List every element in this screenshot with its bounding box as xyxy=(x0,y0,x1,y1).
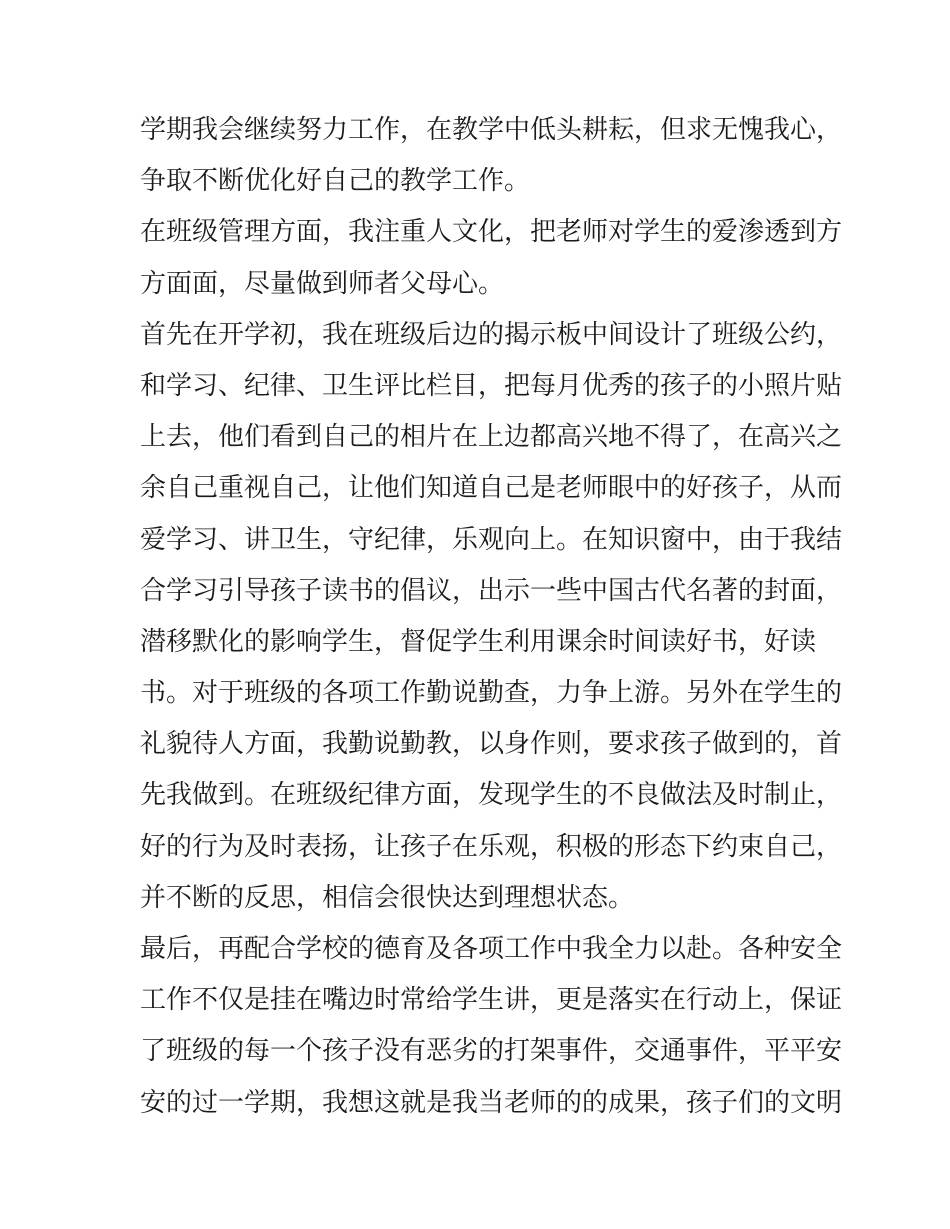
text-line-6: 和学习、纪律、卫生评比栏目，把每月优秀的孩子的小照片贴 xyxy=(140,370,843,401)
text-line-8: 余自己重视自己，让他们知道自己是老师眼中的好孩子，从而 xyxy=(140,473,843,504)
text-line-15: 好的行为及时表扬，让孩子在乐观，积极的形态下约束自己， xyxy=(140,831,843,862)
text-line-19: 了班级的每一个孩子没有恶劣的打架事件，交通事件，平平安 xyxy=(140,1036,843,1067)
text-line-14: 先我做到。在班级纪律方面，发现学生的不良做法及时制止， xyxy=(140,780,843,811)
text-line-2: 争取不断优化好自己的教学工作。 xyxy=(140,166,531,197)
text-line-18: 工作不仅是挂在嘴边时常给学生讲，更是落实在行动上，保证 xyxy=(140,985,843,1016)
text-line-12: 书。对于班级的各项工作勤说勤查，力争上游。另外在学生的 xyxy=(140,678,843,709)
text-line-11: 潜移默化的影响学生，督促学生利用课余时间读好书，好读 xyxy=(140,626,817,657)
body-text xyxy=(140,105,843,1129)
text-line-17: 最后，再配合学校的德育及各项工作中我全力以赴。各种安全 xyxy=(140,934,843,964)
text-line-5: 首先在开学初，我在班级后边的揭示板中间设计了班级公约， xyxy=(140,319,843,350)
text-line-10: 合学习引导孩子读书的倡议，出示一些中国古代名著的封面， xyxy=(140,575,843,606)
text-line-1: 学期我会继续努力工作，在教学中低头耕耘，但求无愧我心， xyxy=(140,115,843,145)
text-line-3: 在班级管理方面，我注重人文化，把老师对学生的爱渗透到方 xyxy=(140,217,843,248)
text-line-16: 并不断的反思，相信会很快达到理想状态。 xyxy=(140,882,635,913)
text-line-13: 礼貌待人方面，我勤说勤教，以身作则，要求孩子做到的，首 xyxy=(140,729,843,760)
text-line-7: 上去，他们看到自己的相片在上边都高兴地不得了，在高兴之 xyxy=(140,422,843,453)
text-line-20: 安的过一学期，我想这就是我当老师的的成果，孩子们的文明 xyxy=(140,1087,843,1118)
text-line-4: 方面面，尽量做到师者父母心。 xyxy=(140,268,505,299)
text-line-9: 爱学习、讲卫生，守纪律，乐观向上。在知识窗中，由于我结 xyxy=(140,524,843,555)
